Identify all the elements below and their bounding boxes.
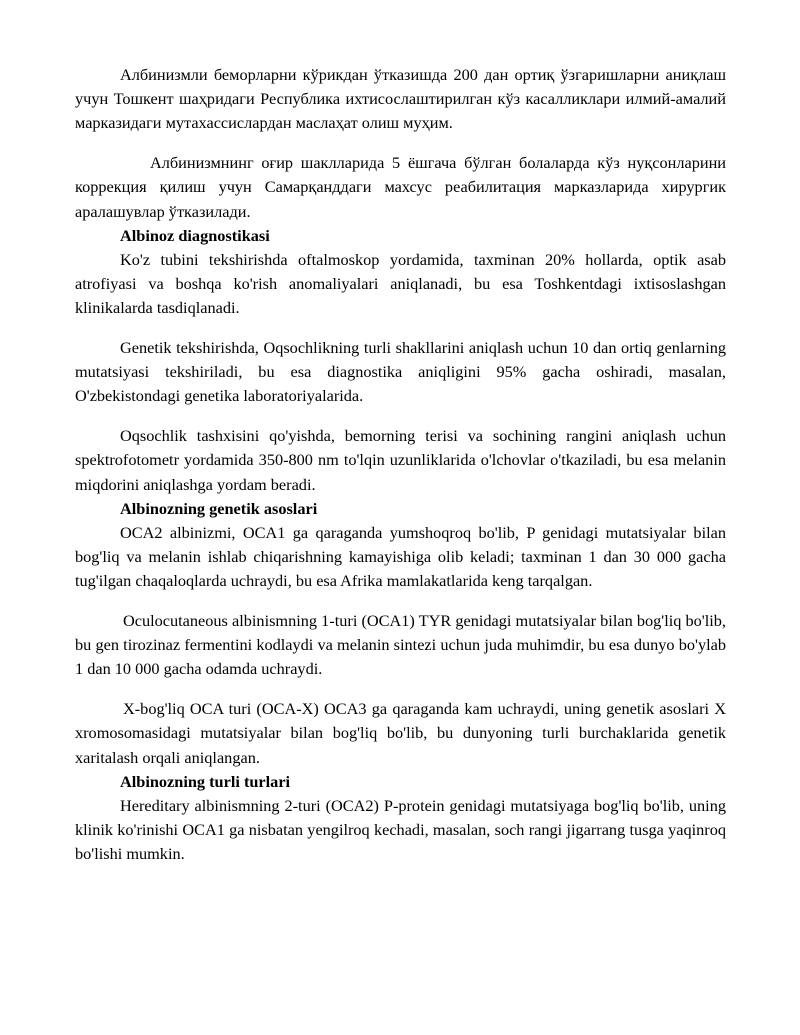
paragraph-consultation: Албинизмли беморларни кўрикдан ўтказишда 200 дан ортиқ ўзгаришларни аниқлаш учун Тошкент шаҳридаги Республика ихтисослаштирилган кўз касалликлари илмий-амалий марказидаги мутахассислардан маслаҳат олиш муҳим. bbox=[75, 65, 726, 133]
paragraph-ophthalmoscope: Ko'z tubini tekshirishda oftalmoskop yordamida, taxminan 20% hollarda, optik asab atrofiyasi va boshqa ko'rish anomaliyalari aniqlanadi, bu esa Toshkentdagi ixtisoslashgan klinikalarda tasdiqlanadi. bbox=[75, 249, 726, 318]
section-heading-diagnostics: Albinoz diagnostikasi bbox=[120, 225, 270, 245]
section-heading-genetic-basis: Albinozning genetik asoslari bbox=[120, 498, 318, 518]
paragraph-oca-x: X-bog'liq OCA turi (OCA-X) OCA3 ga qaraganda kam uchraydi, uning genetik asoslari X xromosomasidagi mutatsiyalar bilan bog'liq bo'lib, bu dunyoning turli burchaklarida genetik xaritalash orqali aniqlangan. bbox=[75, 699, 726, 767]
section-heading-types: Albinozning turli turlari bbox=[120, 771, 291, 791]
paragraph-surgery: Албинизмнинг оғир шаклларида 5 ёшгача бўлган болаларда кўз нуқсонларини коррекция қилиш учун Самарқанддаги махсус реабилитация марказларида хирургик аралашувлар ўтказилади. bbox=[75, 153, 726, 221]
paragraph-spectrophotometer: Oqsochlik tashxisini qo'yishda, bemorning terisi va sochining rangini aniqlash uchun spektrofotometr yordamida 350-800 nm to'lqin uzunliklarida o'lchovlar o'tkaziladi, bu esa melanin miqdorini aniqlashga yordam beradi. bbox=[75, 426, 726, 494]
paragraph-hereditary-oca2: Hereditary albinismning 2-turi (OCA2) P-protein genidagi mutatsiyaga bog'liq bo'lib, uning klinik ko'rinishi OCA1 ga nisbatan yengilroq kechadi, masalan, soch rangi jigarrang tusga yaqinroq bo'lishi mumkin. bbox=[75, 795, 726, 864]
paragraph-oca2: OCA2 albinizmi, OCA1 ga qaraganda yumshoqroq bo'lib, P genidagi mutatsiyalar bilan bog'liq va melanin ishlab chiqarishning kamayishiga olib keladi; taxminan 1 dan 30 000 gacha tug'ilgan chaqaloqlarda uchraydi, bu esa Afrika mamlakatlarida keng tarqalgan. bbox=[75, 522, 726, 591]
document-body bbox=[75, 63, 726, 867]
paragraph-genetic-testing: Genetik tekshirishda, Oqsochlikning turli shakllarini aniqlash uchun 10 dan ortiq genlarning mutatsiyasi tekshiriladi, bu esa diagnostika aniqligini 95% gacha oshiradi, masalan, O'zbekistondagi genetika laboratoriyalarida. bbox=[75, 338, 726, 406]
paragraph-oca1: Oculocutaneous albinismning 1-turi (OCA1) TYR genidagi mutatsiyalar bilan bog'liq bo'lib, bu gen tirozinaz fermentini kodlaydi va melanin sintezi uchun juda muhimdir, bu esa dunyo bo'ylab 1 dan 10 000 gacha odamda uchraydi. bbox=[75, 611, 726, 679]
